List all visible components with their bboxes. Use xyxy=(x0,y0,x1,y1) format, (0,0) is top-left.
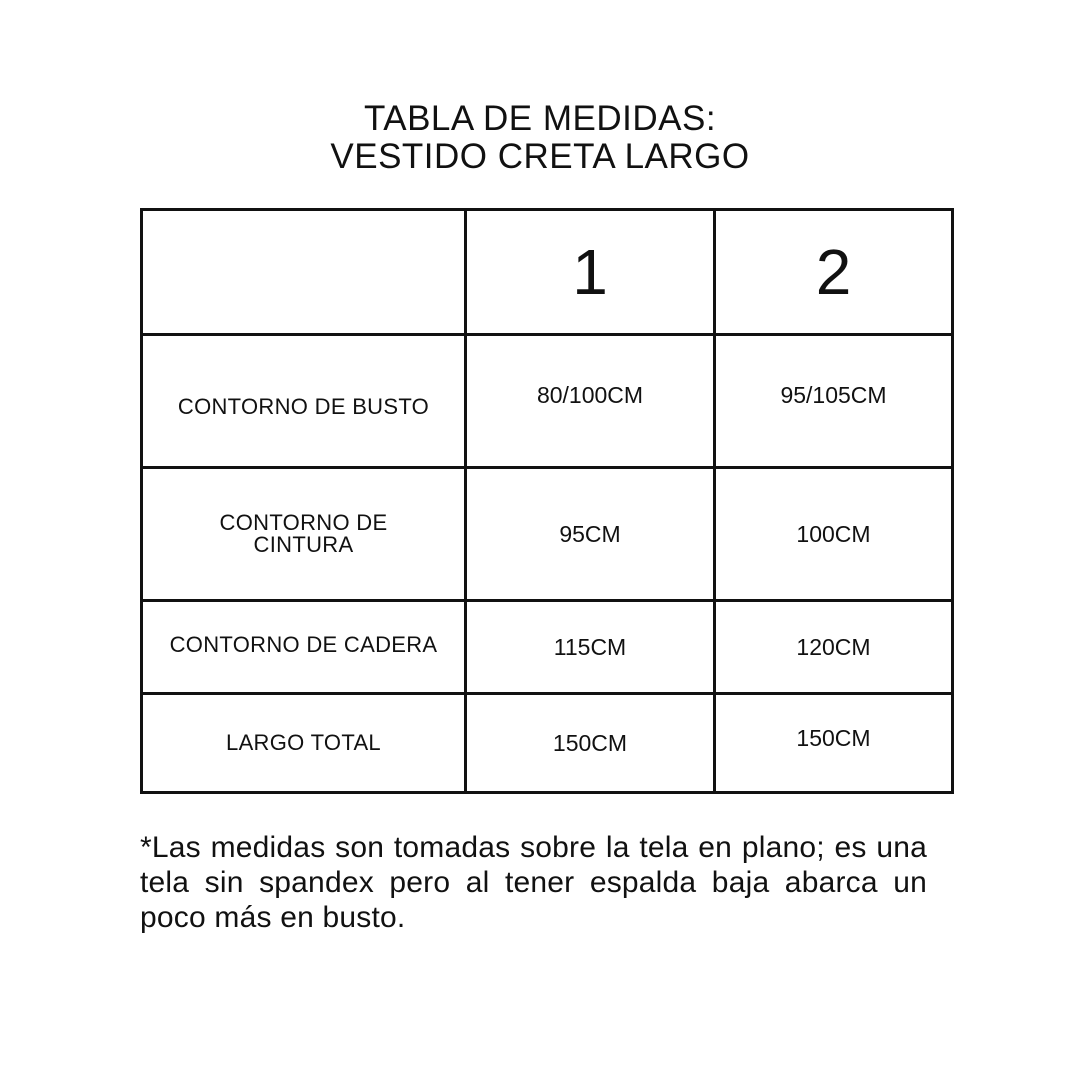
page-title xyxy=(0,100,1080,176)
title-line-2: VESTIDO CRETA LARGO xyxy=(330,137,750,176)
largo-size-1: 150CM xyxy=(466,694,715,793)
cadera-size-1: 115CM xyxy=(466,601,715,694)
largo-size-2 xyxy=(715,694,953,793)
cintura-size-2: 100CM xyxy=(715,468,953,601)
cadera-size-2: 120CM xyxy=(715,601,953,694)
row-label-busto xyxy=(142,335,466,468)
row-label-cadera-text: CONTORNO DE CADERA xyxy=(169,632,438,657)
measurement-note: *Las medidas son tomadas sobre la tela en plano; es una tela sin spandex pero al tener espalda baja abarca un poco más en busto. xyxy=(140,831,927,934)
table-row-cadera xyxy=(142,601,953,694)
busto-size-1-text: 80/100CM xyxy=(536,382,644,408)
size-2-header: 2 xyxy=(715,210,953,335)
row-label-largo: LARGO TOTAL xyxy=(142,694,466,793)
table-row-busto xyxy=(142,335,953,468)
row-label-cadera xyxy=(142,601,466,694)
table-row-largo xyxy=(142,694,953,793)
table-row-cintura xyxy=(142,468,953,601)
header-blank-cell xyxy=(142,210,466,335)
busto-size-1 xyxy=(466,335,715,468)
busto-size-2 xyxy=(715,335,953,468)
busto-size-2-text: 95/105CM xyxy=(780,382,887,408)
largo-size-2-text: 150CM xyxy=(796,725,871,751)
row-label-busto-text: CONTORNO DE BUSTO xyxy=(177,394,430,419)
cintura-size-1: 95CM xyxy=(466,468,715,601)
size-header-row xyxy=(142,210,953,335)
title-line-1: TABLA DE MEDIDAS: xyxy=(363,99,717,138)
row-label-cintura: CONTORNO DE CINTURA xyxy=(142,468,466,601)
size-1-header: 1 xyxy=(466,210,715,335)
size-table xyxy=(140,208,954,794)
